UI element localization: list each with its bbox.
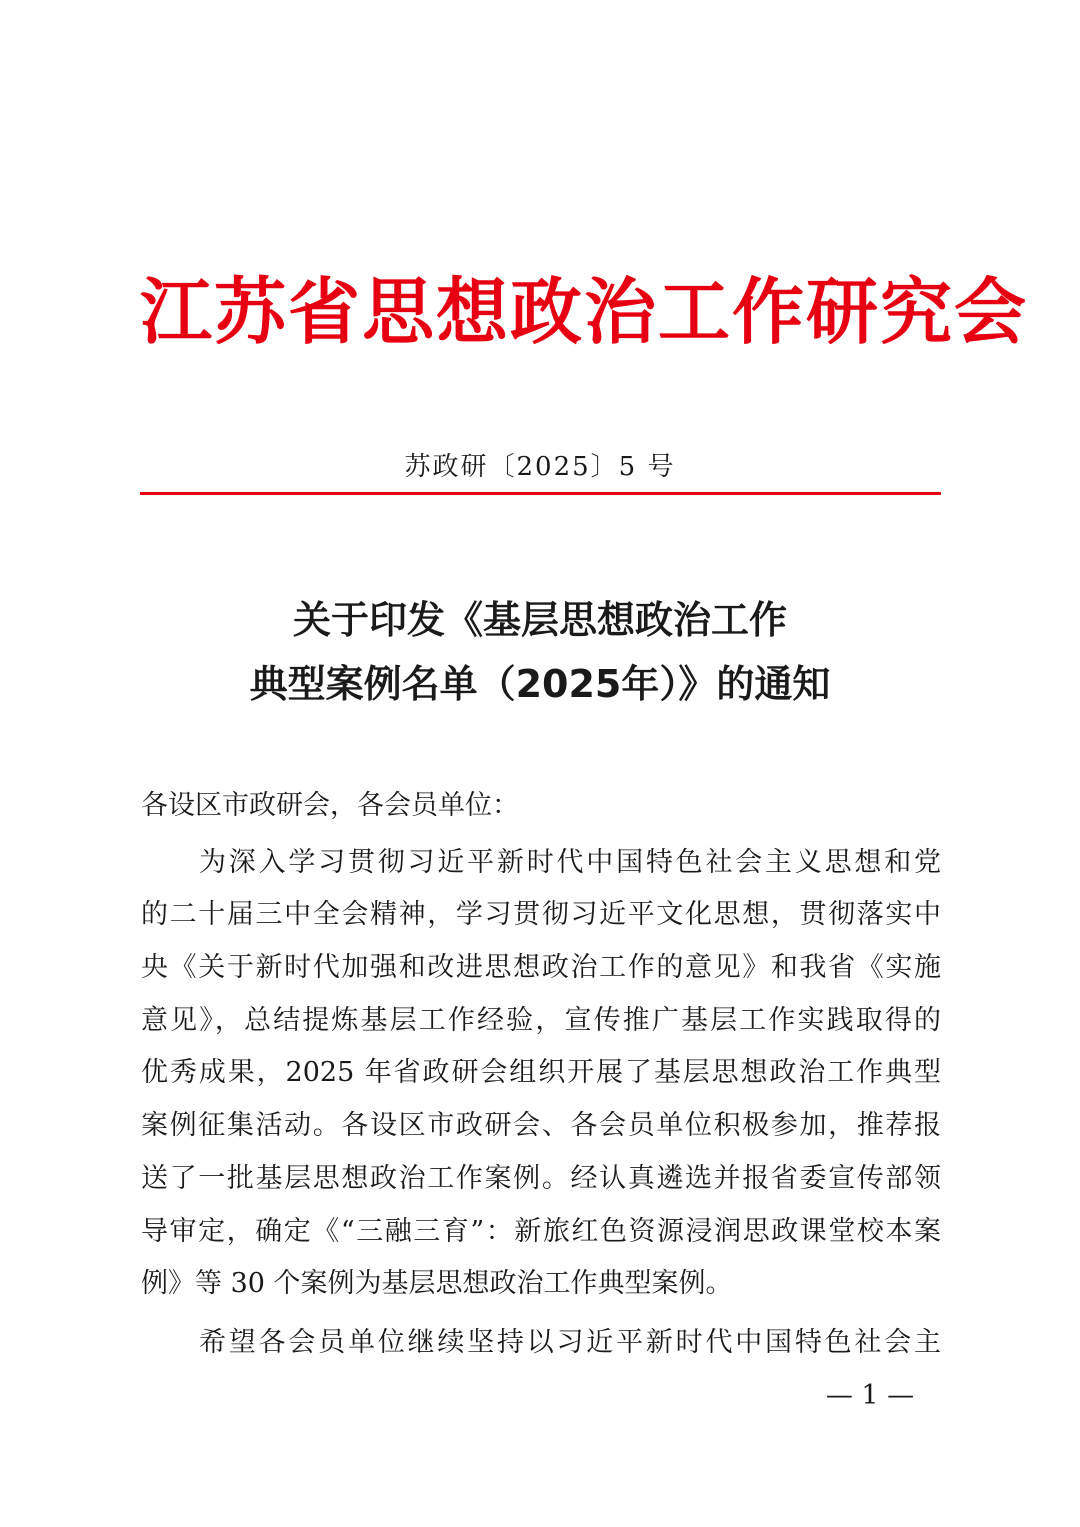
salutation: 各设区市政研会，各会员单位： xyxy=(141,790,519,821)
document-number: 苏政研〔2025〕5 号 xyxy=(404,452,676,482)
paragraph-1-line: 的二十届三中全会精神，学习贯彻习近平文化思想，贯彻落实中 xyxy=(141,899,941,931)
document-title xyxy=(140,588,940,716)
paragraph-1-line: 央《关于新时代加强和改进思想政治工作的意见》和我省《实施 xyxy=(141,952,941,984)
paragraph-1-line: 为深入学习贯彻习近平新时代中国特色社会主义思想和党 xyxy=(199,846,941,878)
title-line-1: 关于印发《基层思想政治工作 xyxy=(292,598,787,642)
paragraph-1-line: 优秀成果，2025 年省政研会组织开展了基层思想政治工作典型 xyxy=(141,1057,941,1089)
red-divider-line xyxy=(140,492,941,495)
paragraph-1-line: 意见》，总结提炼基层工作经验，宣传推广基层工作实践取得的 xyxy=(141,1004,941,1036)
organization-header: 江苏省思想政治工作研究会 xyxy=(140,270,1029,354)
document-body xyxy=(141,780,941,1370)
paragraph-1-line: 导审定，确定《“三融三育”：新旅红色资源浸润思政课堂校本案 xyxy=(141,1215,941,1247)
paragraph-1-line: 案例征集活动。各设区市政研会、各会员单位积极参加，推荐报 xyxy=(141,1110,941,1142)
page-number: — 1 — xyxy=(825,1380,915,1411)
paragraph-1-line: 例》等 30 个案例为基层思想政治工作典型案例。 xyxy=(141,1268,733,1300)
paragraph-1-line: 送了一批基层思想政治工作案例。经认真遴选并报省委宣传部领 xyxy=(141,1162,941,1194)
title-line-2: 典型案例名单（2025年）》的通知 xyxy=(249,662,831,706)
paragraph-2-line: 希望各会员单位继续坚持以习近平新时代中国特色社会主 xyxy=(199,1326,941,1358)
